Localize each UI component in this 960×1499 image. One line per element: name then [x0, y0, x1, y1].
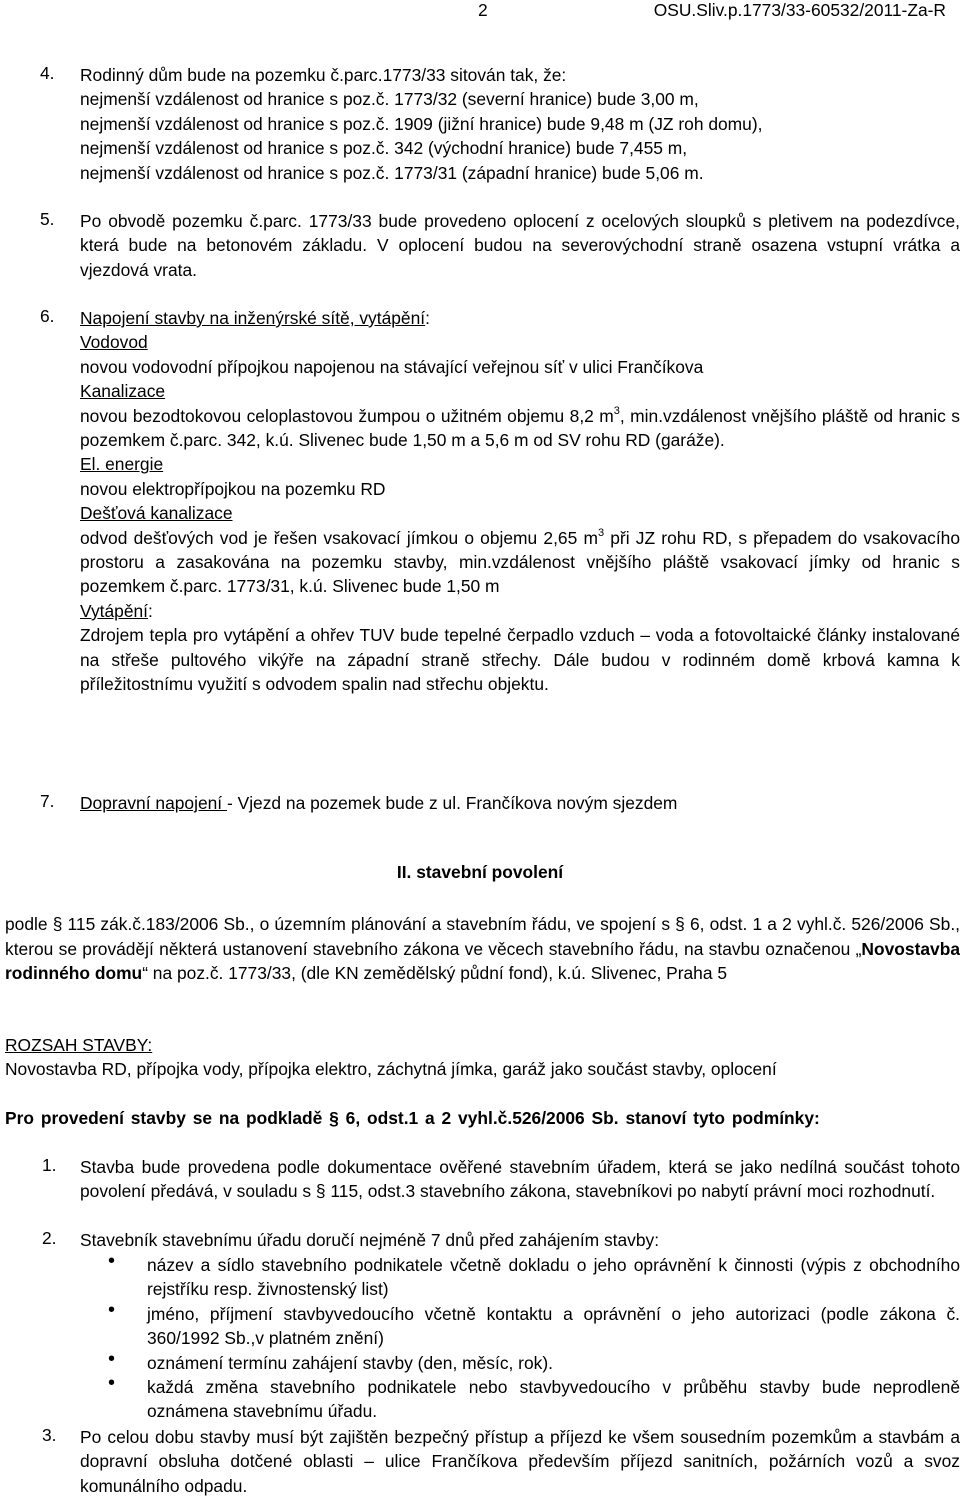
bullet-item: název a sídlo stavebního podnikatele včetně dokladu o jeho oprávnění k činnosti (výpis z obchodního rejstříku resp. živnostenský list) [147, 1255, 960, 1300]
item-4-line: nejmenší vzdálenost od hranice s poz.č. 1773/31 (západní hranice) bude 5,06 m. [80, 162, 704, 183]
kanalizace-heading: Kanalizace [80, 381, 166, 402]
destova-kanalizace-text: odvod dešťových vod je řešen vsakovací jímkou o objemu 2,65 $m^3$ při JZ rohu RD, s přepadem do vsakovacího prostoru a zasakována na pozemku stavby, min.vzdálenost vnějšího pláště vsakovací jímky od hranic s pozemkem č.parc. 1773/31, k.ú. Slivenec bude 1,50 m [80, 526, 960, 597]
vodovod-text: novou vodovodní přípojkou napojenou na stávající veřejnou síť v ulici Frančíkova [80, 356, 704, 377]
permit-paragraph: podle § 115 zák.č.183/2006 Sb., o územním plánování a stavebním řádu, ve spojení s § 6, odst. 1 a 2 vyhl.č. 526/2006 Sb., kterou se provádějí některá ustanovení stavebního zákona ve věcech stavebního řádu, na stavbu označenou „Novostavba rodinného domu“ na poz.č. 1773/33, (dle KN zemědělský půdní fond), k.ú. Slivenec, Praha 5 [5, 914, 960, 984]
item-6-number: 6. [40, 306, 55, 326]
bullet-item: oznámení termínu zahájení stavby (den, měsíc, rok). [147, 1353, 553, 1373]
vodovod-heading: Vodovod [80, 332, 148, 353]
scope-text: Novostavba RD, přípojka vody, přípojka elektro, záchytná jímka, garáž jako součást stavby, oplocení [5, 1059, 777, 1079]
condition-number: 2. [42, 1228, 57, 1248]
item-4-line: Rodinný dům bude na pozemku č.parc.1773/33 sitován tak, že: [80, 65, 567, 85]
page-header [0, 0, 960, 20]
bullet-marker: • [108, 1348, 116, 1370]
el-energie-heading: El. energie [80, 454, 164, 475]
condition-number: 3. [42, 1425, 57, 1445]
page-number: 2 [478, 0, 488, 20]
item-4-text [80, 63, 960, 185]
condition-text: Stavebník stavebnímu úřadu doručí nejméně 7 dnů před zahájením stavby: [80, 1230, 660, 1250]
item-6-body: Napojení stavby na inženýrské sítě, vytápění: Vodovod novou vodovodní přípojkou napojenou na stávající veřejnou síť v ulici Frančíkova Kanalizace novou bezodtokovou celoplastovou žumpou o užitném objemu 8,2 $m^3$, min.vzdálenost vnějšího pláště od hranic s pozemkem č.parc. 342, k.ú. Slivenec bude 1,50 m a 5,6 m od SV rohu RD (garáže). El. energie novou elektropřípojkou na pozemku RD Dešťová kanalizace odvod dešťových vod je řešen vsakovací jímkou o objemu 2,65 $m^3$ při JZ rohu RD, s přepadem do vsakovacího prostoru a zasakována na pozemku stavby, min.vzdálenost vnějšího pláště vsakovací jímky od hranic s pozemkem č.parc. 1773/31, k.ú. Slivenec bude 1,50 m Vytápění: Zdrojem tepla pro vytápění a ohřev TUV bude tepelné čerpadlo vzduch – voda a fotovoltaické články instalované na střeše pultového vikýře na západní straně střechy. Dále budou v rodinném domě krbová kamna k příležitostnímu využití s odvodem spalin nad střechu objektu. [80, 306, 960, 697]
item-7-number: 7. [40, 791, 55, 811]
bullet-marker: • [108, 1250, 116, 1272]
condition-number: 1. [42, 1155, 57, 1175]
item-7-title: Dopravní napojení [80, 793, 227, 813]
bullet-item: jméno, příjmení stavbyvedoucího včetně kontaktu a oprávnění o jeho autorizaci (podle zákona č. 360/1992 Sb.,v platném znění) [147, 1304, 960, 1349]
condition-text: Stavba bude provedena podle dokumentace ověřené stavebním úřadem, která se jako nedílná součást tohoto povolení předává, v souladu s § 115, odst.3 stavebního zákona, stavebníkovi po nabytí právní moci rozhodnutí. [80, 1157, 960, 1202]
bullet-item: každá změna stavebního podnikatele nebo stavbyvedoucího v průběhu stavby bude neprodleně oznámena stavebnímu úřadu. [147, 1377, 960, 1422]
vytapeni-text: Zdrojem tepla pro vytápění a ohřev TUV bude tepelné čerpadlo vzduch – voda a fotovoltaické články instalované na střeše pultového vikýře na západní straně střechy. Dále budou v rodinném domě krbová kamna k příležitostnímu využití s odvodem spalin nad střechu objektu. [80, 625, 960, 695]
kanalizace-text: novou bezodtokovou celoplastovou žumpou o užitném objemu 8,2 $m^3$, min.vzdálenost vnějšího pláště od hranic s pozemkem č.parc. 342, k.ú. Slivenec bude 1,50 m a 5,6 m od SV rohu RD (garáže). [80, 404, 960, 451]
item-5-number: 5. [40, 209, 55, 229]
conditions-intro: Pro provedení stavby se na podkladě § 6, odst.1 a 2 vyhl.č.526/2006 Sb. stanoví tyto podmínky: [5, 1108, 820, 1128]
destova-kanalizace-heading: Dešťová kanalizace [80, 503, 233, 524]
scope-heading: ROZSAH STAVBY: [5, 1035, 153, 1055]
item-4-line: nejmenší vzdálenost od hranice s poz.č. 342 (východní hranice) bude 7,455 m, [80, 138, 688, 159]
vytapeni-heading: Vytápění [80, 600, 148, 621]
section-heading: II. stavební povolení [396, 862, 564, 882]
condition-text: Po celou dobu stavby musí být zajištěn bezpečný přístup a příjezd ke všem sousedním pozemkům a stavbám a dopravní obsluha dotčené oblasti – ulice Frančíkova především příjezd sanitních, požárních vozů a svoz komunálního odpadu. [80, 1427, 960, 1496]
item-4-line: nejmenší vzdálenost od hranice s poz.č. 1773/32 (severní hranice) bude 3,00 m, [80, 89, 699, 110]
bullet-marker: • [108, 1372, 116, 1394]
item-4-number: 4. [40, 63, 55, 83]
item-5-text: Po obvodě pozemku č.parc. 1773/33 bude provedeno oplocení z ocelových sloupků s pletivem na podezdívce, která bude na betonovém základu. V oplocení budou na severovýchodní straně osazena vstupní vrátka a vjezdová vrata. [80, 211, 960, 280]
item-4-line: nejmenší vzdálenost od hranice s poz.č. 1909 (jižní hranice) bude 9,48 m (JZ roh domu), [80, 113, 763, 134]
item-7-text: Dopravní napojení - Vjezd na pozemek bude z ul. Frančíkova novým sjezdem [80, 793, 678, 813]
item-6-title: Napojení stavby na inženýrské sítě, vytápění [80, 308, 426, 328]
bullet-marker: • [108, 1299, 116, 1321]
document-reference: OSU.Sliv.p.1773/33-60532/2011-Za-R [653, 0, 946, 20]
el-energie-text: novou elektropřípojkou na pozemku RD [80, 478, 386, 499]
